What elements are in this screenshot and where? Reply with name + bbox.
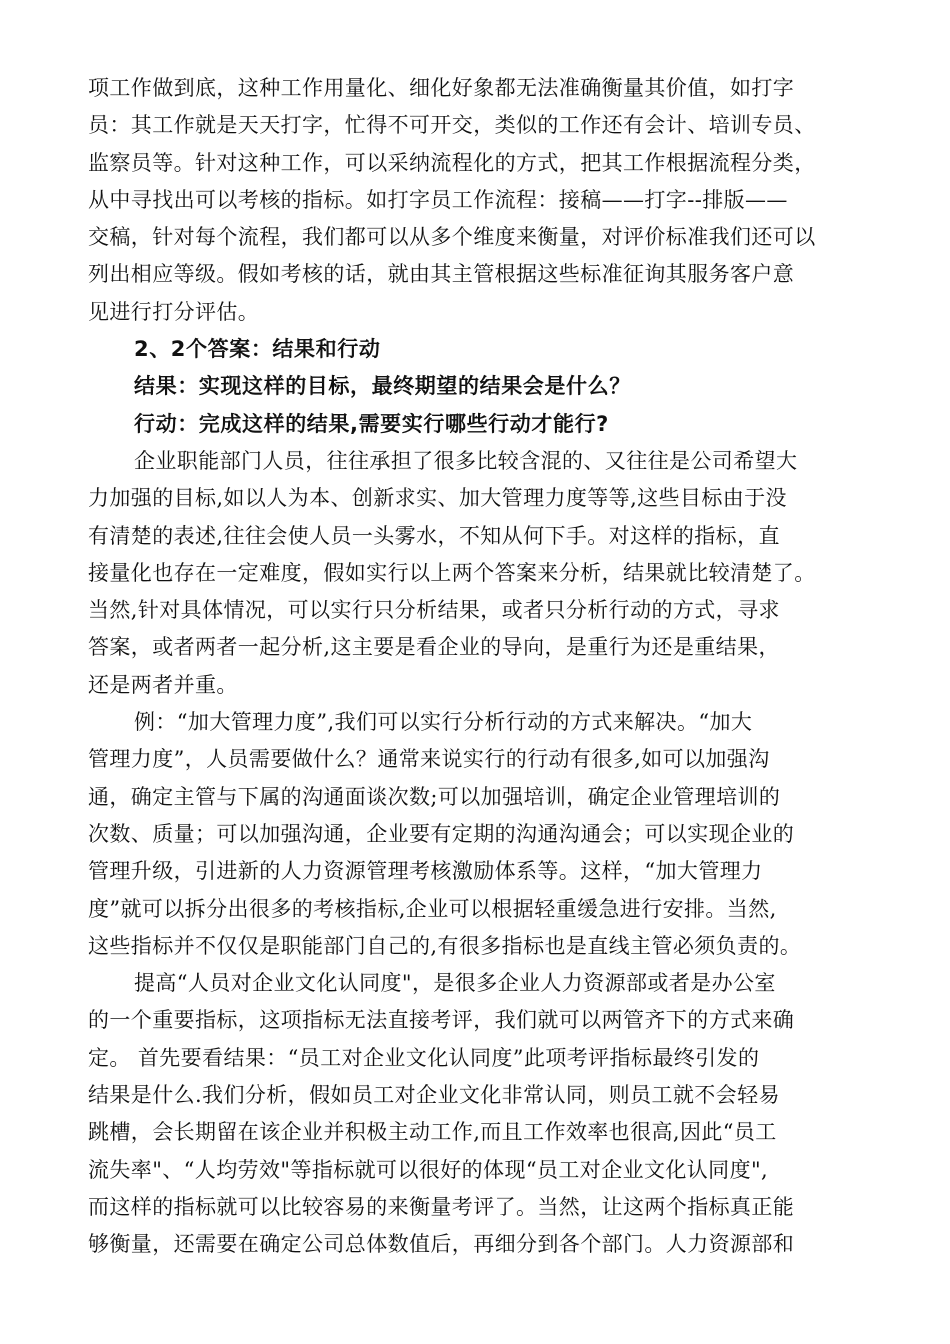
text-line: 当然,针对具体情况，可以实行只分析结果，或者只分析行动的方式，寻求 (88, 598, 780, 623)
text-line: 监察员等。针对这种工作，可以采纳流程化的方式，把其工作根据流程分类， (88, 150, 816, 175)
text-line: 见进行打分评估。 (88, 299, 260, 324)
text-line: 答案，或者两者一起分析,这主要是看企业的导向，是重行为还是重结果， (88, 635, 780, 660)
paragraph-management-example (88, 704, 848, 965)
paragraph-functional-departments (88, 443, 848, 704)
text-line: 项工作做到底，这种工作用量化、细化好象都无法准确衡量其价值，如打字 (88, 76, 795, 100)
text-line: 还是两者并重。 (88, 672, 238, 697)
text-line: 度”就可以拆分出很多的考核指标,企业可以根据轻重缓急进行安排。当然, (88, 896, 777, 921)
text-line: 有清楚的表述,往往会使人员一头雾水，不知从何下手。对这样的指标，直 (88, 523, 780, 548)
text-line: 的一个重要指标，这项指标无法直接考评，我们就可以两管齐下的方式来确 (88, 1008, 795, 1033)
text-line: 从中寻找出可以考核的指标。如打字员工作流程：接稿——打字--排版—— (88, 187, 788, 212)
text-line: 企业职能部门人员，往往承担了很多比较含混的、又往往是公司希望大 (134, 448, 798, 473)
text-line: 够衡量，还需要在确定公司总体数值后，再细分到各个部门。人力资源部和 (88, 1232, 795, 1257)
text-line: 定。 首先要看结果：“员工对企业文化认同度”此项考评指标最终引发的 (88, 1045, 760, 1070)
document-page (88, 70, 848, 1264)
paragraph-culture-example (88, 965, 848, 1263)
text-line: 列出相应等级。假如考核的话，就由其主管根据这些标准征询其服务客户意 (88, 262, 795, 287)
action-definition: 行动：完成这样的结果,需要实行哪些行动才能行? (134, 411, 609, 436)
text-line: 而这样的指标就可以比较容易的来衡量考评了。当然，让这两个指标真正能 (88, 1194, 795, 1219)
text-line: 流失率"、“人均劳效"等指标就可以很好的体现“员工对企业文化认同度", (88, 1157, 769, 1182)
text-line: 接量化也存在一定难度，假如实行以上两个答案来分析，结果就比较清楚了。 (88, 560, 816, 585)
text-line: 例：“加大管理力度”,我们可以实行分析行动的方式来解决。“加大 (134, 710, 753, 735)
text-line: 结果是什么.我们分析，假如员工对企业文化非常认同，则员工就不会轻易 (88, 1083, 780, 1108)
text-line: 这些指标并不仅仅是职能部门自己的,有很多指标也是直线主管必须负责的。 (88, 933, 802, 958)
text-line: 次数、质量；可以加强沟通，企业要有定期的沟通沟通会；可以实现企业的 (88, 821, 795, 846)
text-line: 管理力度”，人员需要做什么？通常来说实行的行动有很多,如可以加强沟 (88, 747, 770, 772)
text-line: 员：其工作就是天天打字，忙得不可开交，类似的工作还有会计、培训专员、 (88, 113, 816, 138)
section-heading: 2、2个答案：结果和行动 (134, 337, 381, 362)
text-line: 管理升级，引进新的人力资源管理考核激励体系等。这样，“加大管理力 (88, 859, 763, 884)
text-line: 交稿，针对每个流程，我们都可以从多个维度来衡量，对评价标准我们还可以 (88, 225, 816, 250)
paragraph-typist-example (88, 70, 848, 331)
text-line: 提高“人员对企业文化认同度"，是很多企业人力资源部或者是办公室 (134, 971, 776, 996)
text-line: 通，确定主管与下属的沟通面谈次数;可以加强培训，确定企业管理培训的 (88, 784, 781, 809)
text-line: 跳槽，会长期留在该企业并积极主动工作,而且工作效率也很高,因此“员工 (88, 1120, 777, 1145)
text-line: 力加强的目标,如以人为本、创新求实、加大管理力度等等,这些目标由于没 (88, 486, 787, 511)
result-definition: 结果：实现这样的目标，最终期望的结果会是什么？ (134, 374, 631, 399)
